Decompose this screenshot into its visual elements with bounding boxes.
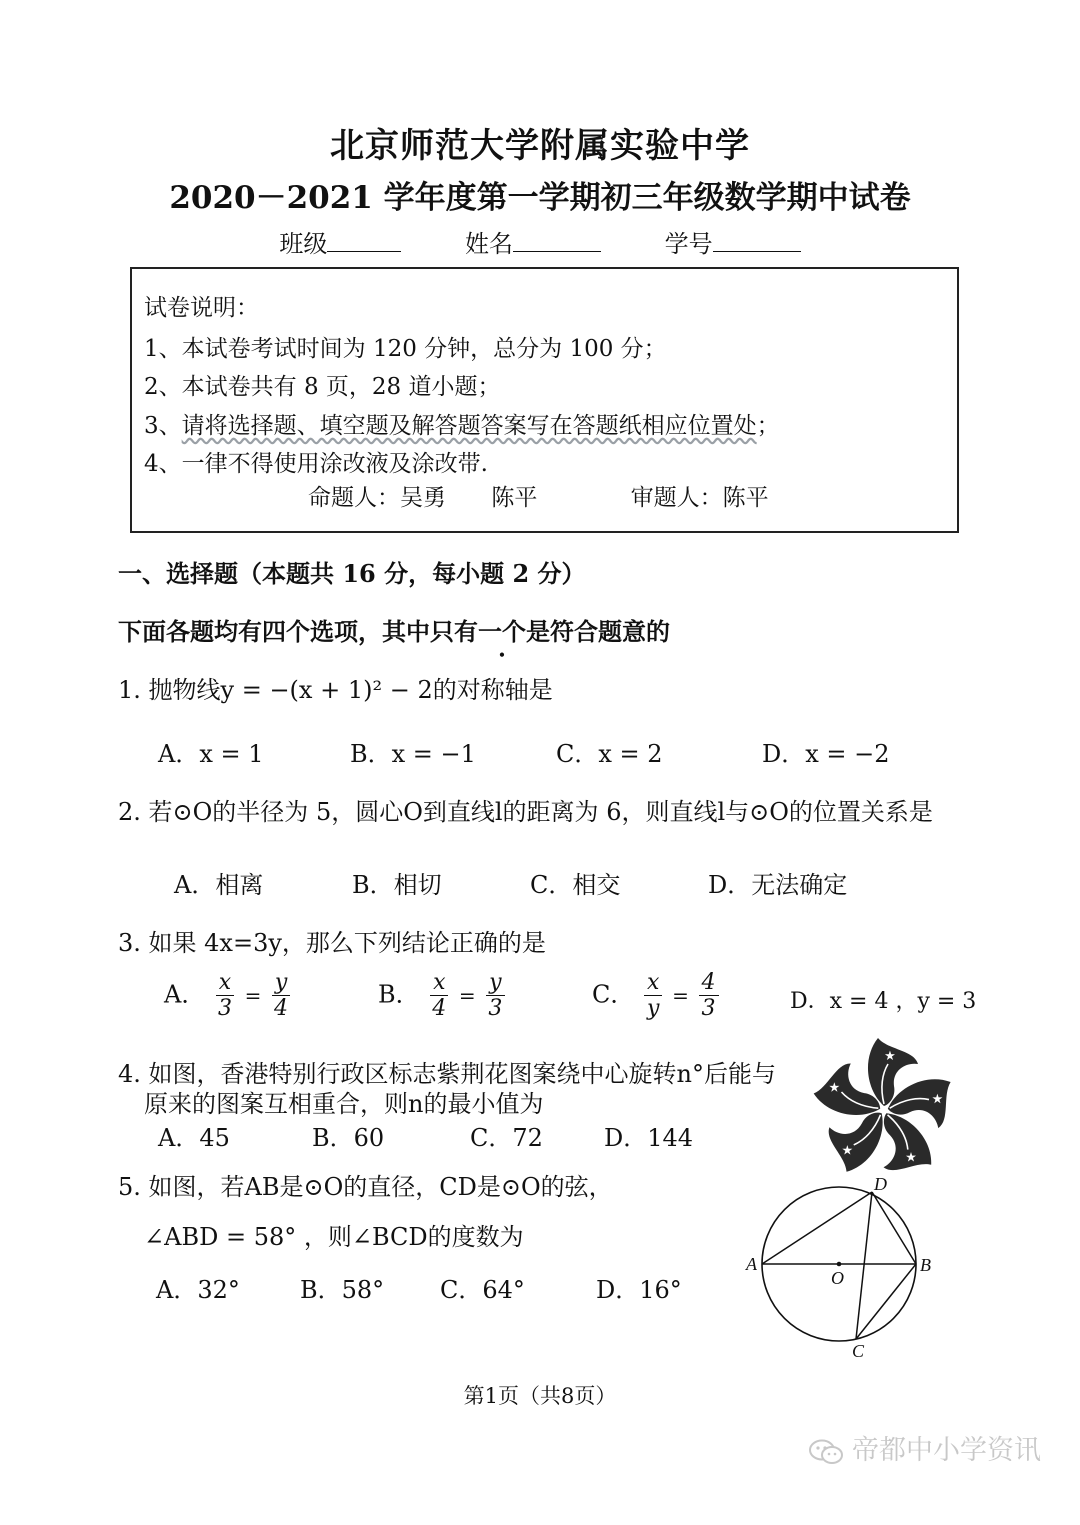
svg-text:★: ★ [884,1049,896,1064]
author-2: 陈平 [491,485,538,511]
class-field[interactable] [279,224,401,259]
page-footer: 第1页（共8页） [463,1384,617,1408]
q2-option-d[interactable]: D．无法确定 [708,871,848,899]
q3-c-label: C． [592,980,635,1009]
q3-c-frac-1 [644,970,662,1022]
center-point [837,1262,842,1267]
q3-c-den-2: 3 [701,996,716,1022]
student-info-row [0,224,1080,259]
bauhinia-flower-figure [802,1030,966,1188]
q3-b-eq: = [458,983,476,1008]
q3-b-frac-2 [485,970,505,1022]
q4-option-b[interactable]: B．60 [312,1124,385,1152]
q3-b-num-2: y [486,970,504,996]
q1-option-b[interactable]: B．x = −1 [350,740,476,768]
q3-b-den-1: 4 [432,996,447,1022]
q3-option-b[interactable] [378,970,507,1022]
section-1-instruction [118,612,670,647]
label-c: C [852,1341,865,1361]
exam-notes-box [130,267,959,533]
name-blank[interactable] [513,229,601,252]
class-blank[interactable] [327,229,401,252]
q1-option-c[interactable]: C．x = 2 [556,740,663,768]
q3-a-label: A． [164,980,206,1009]
q3-b-num-1: x [430,970,448,996]
question-2-stem: 2. 若⊙O的半径为 5，圆心O到直线l的距离为 6，则直线l与⊙O的位置关系是 [118,798,933,826]
q3-a-den-2: 4 [274,996,289,1022]
q4-option-a[interactable]: A．45 [158,1124,230,1152]
watermark-text: 帝都中小学资讯 [852,1435,1041,1466]
q3-a-num-2: y [272,970,290,996]
authors-row [308,479,769,512]
q3-c-den-1: y [647,996,660,1022]
wechat-icon [808,1438,844,1466]
q3-a-num-1: x [216,970,234,996]
chord-ad [762,1192,872,1264]
id-field[interactable] [665,224,801,259]
q3-c-num-1: x [644,970,662,996]
label-d: D [874,1174,887,1194]
svg-text:★: ★ [927,1091,946,1108]
svg-text:★: ★ [838,1140,857,1160]
q3-option-a[interactable] [164,970,293,1022]
q3-c-num-2: 4 [699,970,719,996]
question-3-stem: 3. 如果 4x=3y，那么下列结论正确的是 [118,929,546,957]
notes-item-3 [144,407,780,440]
reviewer-label: 审题人：陈平 [630,485,769,511]
section-1-title: 一、选择题（本题共 16 分，每小题 2 分） [118,559,586,588]
q3-a-frac-2 [271,970,291,1022]
question-1-stem: 1. 抛物线y = −(x + 1)² − 2的对称轴是 [118,676,553,704]
q3-a-eq: = [244,983,262,1008]
notes-item-3-underlined: 请将选择题、填空题及解答题答案写在答题纸相应位置处 [181,413,757,439]
q3-c-eq: = [672,983,689,1008]
label-b: B [920,1255,931,1275]
question-5-stem-line-2: ∠ABD = 58° ，则∠BCD的度数为 [144,1223,524,1251]
watermark [808,1428,1041,1467]
svg-text:★: ★ [901,1147,920,1167]
chord-db [872,1192,916,1264]
label-a: A [746,1254,757,1274]
q4-option-d[interactable]: D．144 [604,1124,694,1152]
q3-b-frac-1 [429,970,449,1022]
id-label: 学号 [664,230,713,258]
question-5-stem-line-1: 5. 如图，若AB是⊙O的直径，CD是⊙O的弦， [118,1173,613,1201]
q4-option-c[interactable]: C．72 [470,1124,543,1152]
instruction-post: 是符合题意的 [526,617,670,646]
q2-option-b[interactable]: B．相切 [352,871,442,899]
name-label: 姓名 [465,230,513,258]
q2-option-c[interactable]: C．相交 [530,871,621,899]
notes-item-4: 4、一律不得使用涂改液及涂改带. [144,451,488,477]
name-field[interactable] [465,224,601,259]
q3-a-den-1: 3 [217,996,232,1022]
q5-option-a[interactable]: A．32° [156,1276,240,1304]
q3-option-c[interactable] [592,970,721,1022]
circle-geometry-figure [742,1172,942,1364]
notes-item-1: 1、本试卷考试时间为 120 分钟，总分为 100 分； [144,336,667,362]
q3-b-den-2: 3 [488,996,503,1022]
q3-c-frac-2 [699,970,719,1022]
q3-option-d[interactable]: D．x = 4 ，y = 3 [790,989,977,1014]
q2-option-a[interactable]: A．相离 [174,871,264,899]
q5-option-c[interactable]: C．64° [440,1276,525,1304]
chord-dc [856,1192,872,1339]
id-blank[interactable] [713,229,801,252]
notes-heading: 试卷说明： [144,295,259,321]
q5-option-b[interactable]: B．58° [300,1276,385,1304]
instruction-pre: 下面各题均有四个选项，其中只有 [118,617,478,646]
notes-item-2: 2、本试卷共有 8 页，28 道小题； [144,374,501,400]
notes-item-3-prefix: 3、 [144,413,182,439]
exam-title: 2020－2021 学年度第一学期初三年级数学期中试卷 [169,180,911,216]
instruction-emphasis: 一个 [478,617,526,646]
question-4-stem-line-2: 原来的图案互相重合，则n的最小值为 [144,1090,544,1118]
author-label: 命题人：吴勇 [308,485,446,511]
q3-b-label: B． [378,980,420,1009]
class-label: 班级 [279,230,328,258]
label-o: O [831,1268,844,1288]
q5-option-d[interactable]: D．16° [596,1276,682,1304]
school-name: 北京师范大学附属实验中学 [330,126,750,166]
q1-option-a[interactable]: A．x = 1 [158,740,264,768]
notes-item-3-suffix: ； [756,413,780,439]
question-4-stem-line-1: 4. 如图，香港特别行政区标志紫荆花图案绕中心旋转n°后能与 [118,1060,776,1088]
q3-a-frac-1 [215,970,235,1022]
q1-option-d[interactable]: D．x = −2 [762,740,890,768]
svg-text:★: ★ [826,1079,844,1096]
